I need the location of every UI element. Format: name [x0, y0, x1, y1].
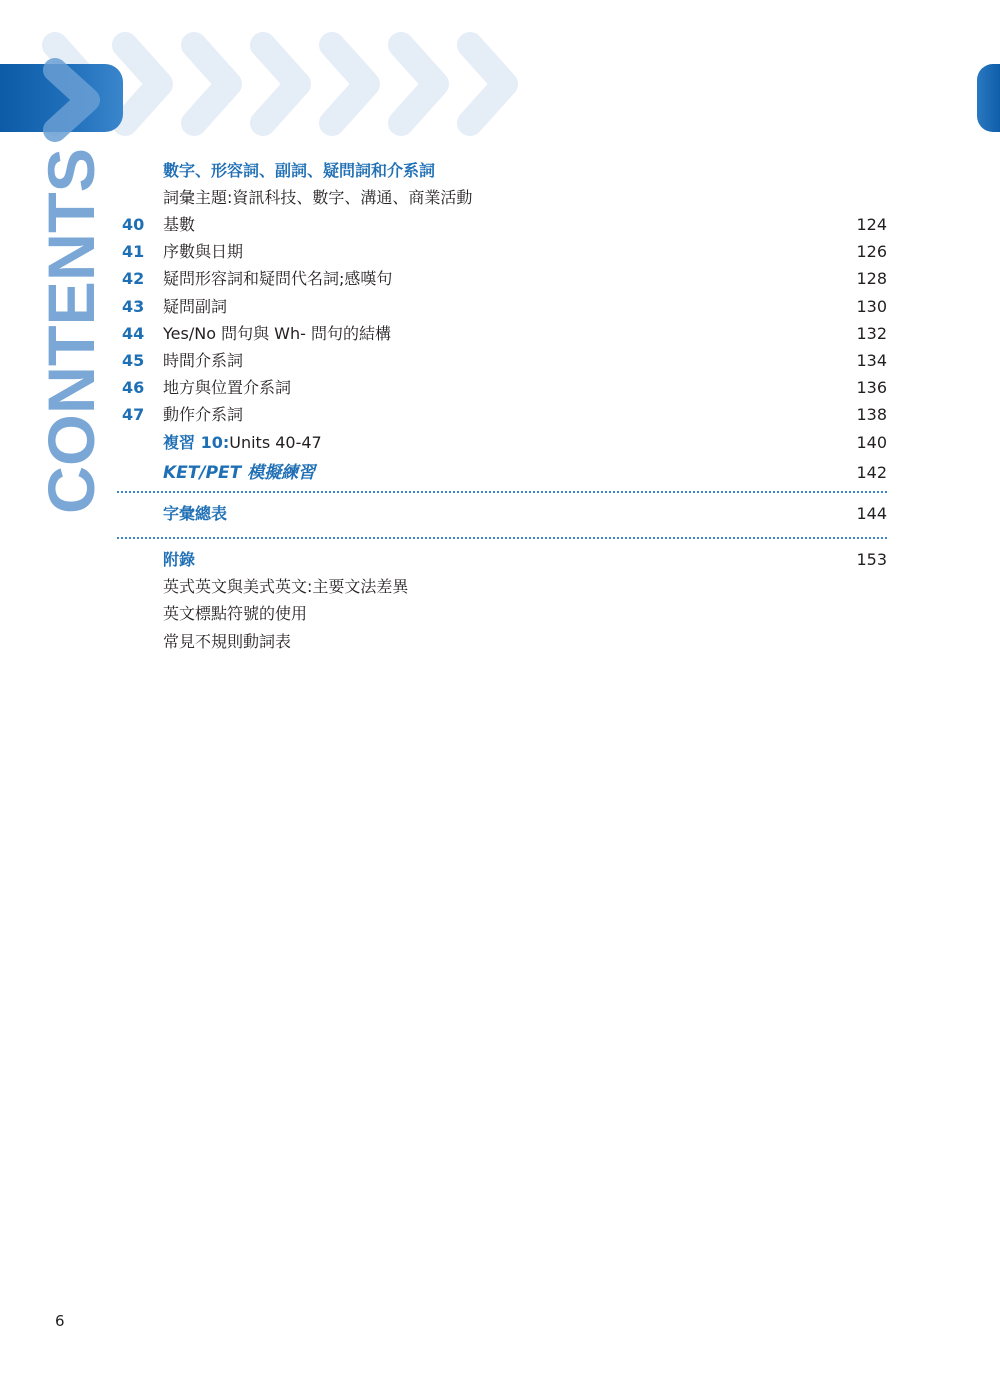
header-tab-right	[977, 64, 1000, 132]
unit-title: 時間介系詞	[163, 351, 244, 370]
tab-chevron-icon	[0, 40, 130, 150]
unit-title: Yes/No 問句與 Wh- 問句的結構	[163, 324, 391, 343]
glossary-title: 字彙總表	[163, 504, 228, 523]
unit-title: 疑問副詞	[163, 297, 228, 316]
unit-title: 基數	[163, 215, 196, 234]
chevron-icon	[470, 45, 505, 123]
unit-title: 疑問形容詞和疑問代名詞;感嘆句	[163, 269, 393, 288]
unit-page: 126	[856, 242, 887, 261]
appendix-item[interactable]: 常見不規則動詞表	[163, 632, 292, 651]
unit-number: 45	[122, 351, 145, 370]
unit-number: 41	[122, 242, 145, 261]
divider	[117, 537, 887, 539]
unit-title: 序數與日期	[163, 242, 244, 261]
unit-page: 128	[856, 269, 887, 288]
appendix-item[interactable]: 英文標點符號的使用	[163, 604, 308, 623]
chevron-icon	[332, 45, 367, 123]
ket-page: 142	[856, 463, 887, 482]
unit-page: 138	[856, 405, 887, 424]
chevron-icon	[125, 45, 160, 123]
unit-number: 44	[122, 324, 145, 343]
divider	[117, 491, 887, 493]
unit-page: 130	[856, 297, 887, 316]
unit-number: 43	[122, 297, 145, 316]
chevron-icon	[263, 45, 298, 123]
unit-number: 46	[122, 378, 145, 397]
unit-page: 132	[856, 324, 887, 343]
unit-number: 40	[122, 215, 145, 234]
review-page: 140	[856, 433, 887, 452]
unit-number: 47	[122, 405, 145, 424]
unit-page: 124	[856, 215, 887, 234]
chevron-icon	[194, 45, 229, 123]
review-title: Units 40-47	[229, 433, 322, 452]
contents-label: CONTENTS	[34, 151, 108, 514]
contents-vertical-label	[34, 148, 108, 516]
appendix-item[interactable]: 英式英文與美式英文:主要文法差異	[163, 577, 409, 596]
section-heading: 數字、形容詞、副詞、疑問詞和介系詞	[163, 161, 436, 180]
chevron-icon	[401, 45, 436, 123]
review-label: 複習 10:	[163, 433, 230, 452]
appendix-page: 153	[856, 550, 887, 569]
ket-title: KET/PET 模擬練習	[163, 463, 316, 483]
unit-title: 動作介系詞	[163, 405, 244, 424]
unit-title: 地方與位置介系詞	[163, 378, 292, 397]
unit-page: 136	[856, 378, 887, 397]
appendix-title: 附錄	[163, 550, 196, 569]
unit-page: 134	[856, 351, 887, 370]
glossary-page: 144	[856, 504, 887, 523]
unit-number: 42	[122, 269, 145, 288]
section-subheading: 詞彙主題:資訊科技、數字、溝通、商業活動	[163, 188, 473, 207]
page-number: 6	[55, 1312, 65, 1330]
